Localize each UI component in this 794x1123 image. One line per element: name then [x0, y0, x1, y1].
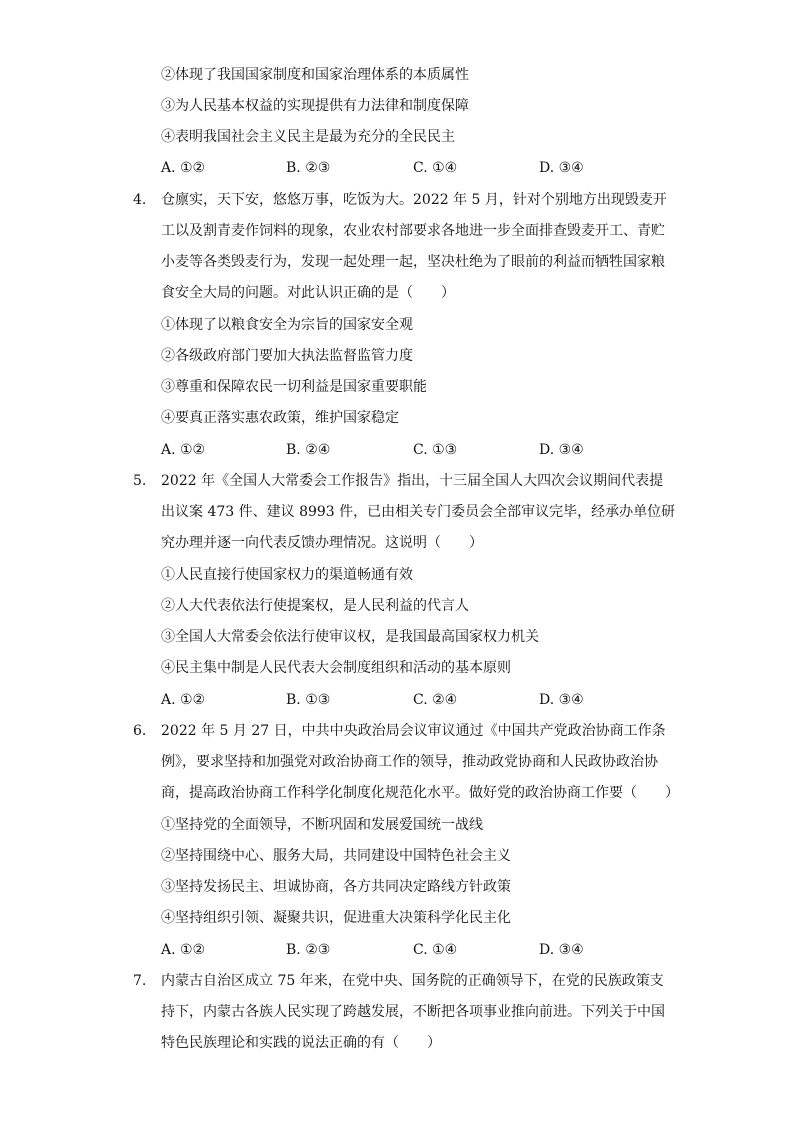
question-stem: 仓廪实，天下安，悠悠万事，吃饭为大。2022 年 5 月，针对个别地方出现毁麦开	[161, 192, 667, 208]
question-item: ①体现了以粮食安全为宗旨的国家安全观	[161, 317, 413, 333]
question-stem: 2022 年 5 月 27 日，中共中央政治局会议审议通过《中国共产党政治协商工作条	[161, 723, 666, 739]
option-a: A. ①②	[161, 692, 206, 708]
question-stem: 特色民族理论和实践的说法正确的有（ ）	[161, 1035, 441, 1051]
question-item: ②各级政府部门要加大执法监督监管力度	[161, 348, 413, 364]
prev-option-c: C. ①④	[413, 160, 458, 176]
prev-option-a: A. ①②	[161, 160, 206, 176]
question-item: ④要真正落实惠农政策，维护国家稳定	[161, 410, 399, 426]
question-item: ③全国人大常委会依法行使审议权，是我国最高国家权力机关	[161, 629, 539, 645]
option-c: C. ①④	[413, 942, 458, 958]
prev-item: ④表明我国社会主义民主是最为充分的全民民主	[161, 129, 455, 145]
option-a: A. ①②	[161, 942, 206, 958]
prev-option-d: D. ③④	[539, 160, 584, 176]
question-stem: 2022 年《全国人大常委会工作报告》指出，十三届全国人大四次会议期间代表提	[161, 473, 664, 489]
question-stem: 出议案 473 件、建议 8993 件，已由相关专门委员会全部审议完毕，经承办单位研	[161, 504, 676, 520]
question-item: ④坚持组织引领、凝聚共识，促进重大决策科学化民主化	[161, 910, 511, 926]
question-stem: 食安全大局的问题。对此认识正确的是（ ）	[161, 285, 455, 301]
option-b: B. ②③	[286, 942, 331, 958]
question-stem: 持下，内蒙古各族人民实现了跨越发展，不断把各项事业推向前进。下列关于中国	[161, 1004, 665, 1020]
option-c: C. ②④	[413, 692, 458, 708]
question-stem: 工以及割青麦作饲料的现象，农业农村部要求各地进一步全面排查毁麦开工、青贮	[161, 223, 665, 239]
question-item: ①坚持党的全面领导，不断巩固和发展爱国统一战线	[161, 817, 483, 833]
question-number: 7.	[133, 973, 147, 989]
option-d: D. ③④	[539, 692, 584, 708]
prev-item: ②体现了我国国家制度和国家治理体系的本质属性	[161, 67, 469, 83]
question-item: ①人民直接行使国家权力的渠道畅通有效	[161, 567, 413, 583]
question-stem: 例》，要求坚持和加强党对政治协商工作的领导，推动政党协商和人民政协政治协	[161, 754, 658, 770]
question-item: ④民主集中制是人民代表大会制度组织和活动的基本原则	[161, 660, 511, 676]
question-item: ②人大代表依法行使提案权，是人民利益的代言人	[161, 598, 469, 614]
question-stem: 小麦等各类毁麦行为，发现一起处理一起，坚决杜绝为了眼前的利益而牺牲国家粮	[161, 254, 665, 270]
question-stem: 内蒙古自治区成立 75 年来，在党中央、国务院的正确领导下，在党的民族政策支	[161, 973, 664, 989]
question-number: 5.	[133, 473, 147, 489]
question-number: 4.	[133, 192, 147, 208]
option-a: A. ①②	[161, 442, 206, 458]
question-item: ③坚持发扬民主、坦诚协商，各方共同决定路线方针政策	[161, 879, 511, 895]
option-d: D. ③④	[539, 942, 584, 958]
option-d: D. ③④	[539, 442, 584, 458]
question-item: ②坚持围绕中心、服务大局，共同建设中国特色社会主义	[161, 848, 511, 864]
question-stem: 商，提高政治协商工作科学化制度化规范化水平。做好党的政治协商工作要（ ）	[161, 785, 679, 801]
prev-option-b: B. ②③	[286, 160, 331, 176]
option-b: B. ①③	[286, 692, 331, 708]
question-number: 6.	[133, 723, 147, 739]
option-b: B. ②④	[286, 442, 331, 458]
question-item: ③尊重和保障农民一切利益是国家重要职能	[161, 379, 427, 395]
option-c: C. ①③	[413, 442, 458, 458]
prev-item: ③为人民基本权益的实现提供有力法律和制度保障	[161, 98, 469, 114]
question-stem: 究办理并逐一向代表反馈办理情况。这说明（ ）	[161, 535, 483, 551]
